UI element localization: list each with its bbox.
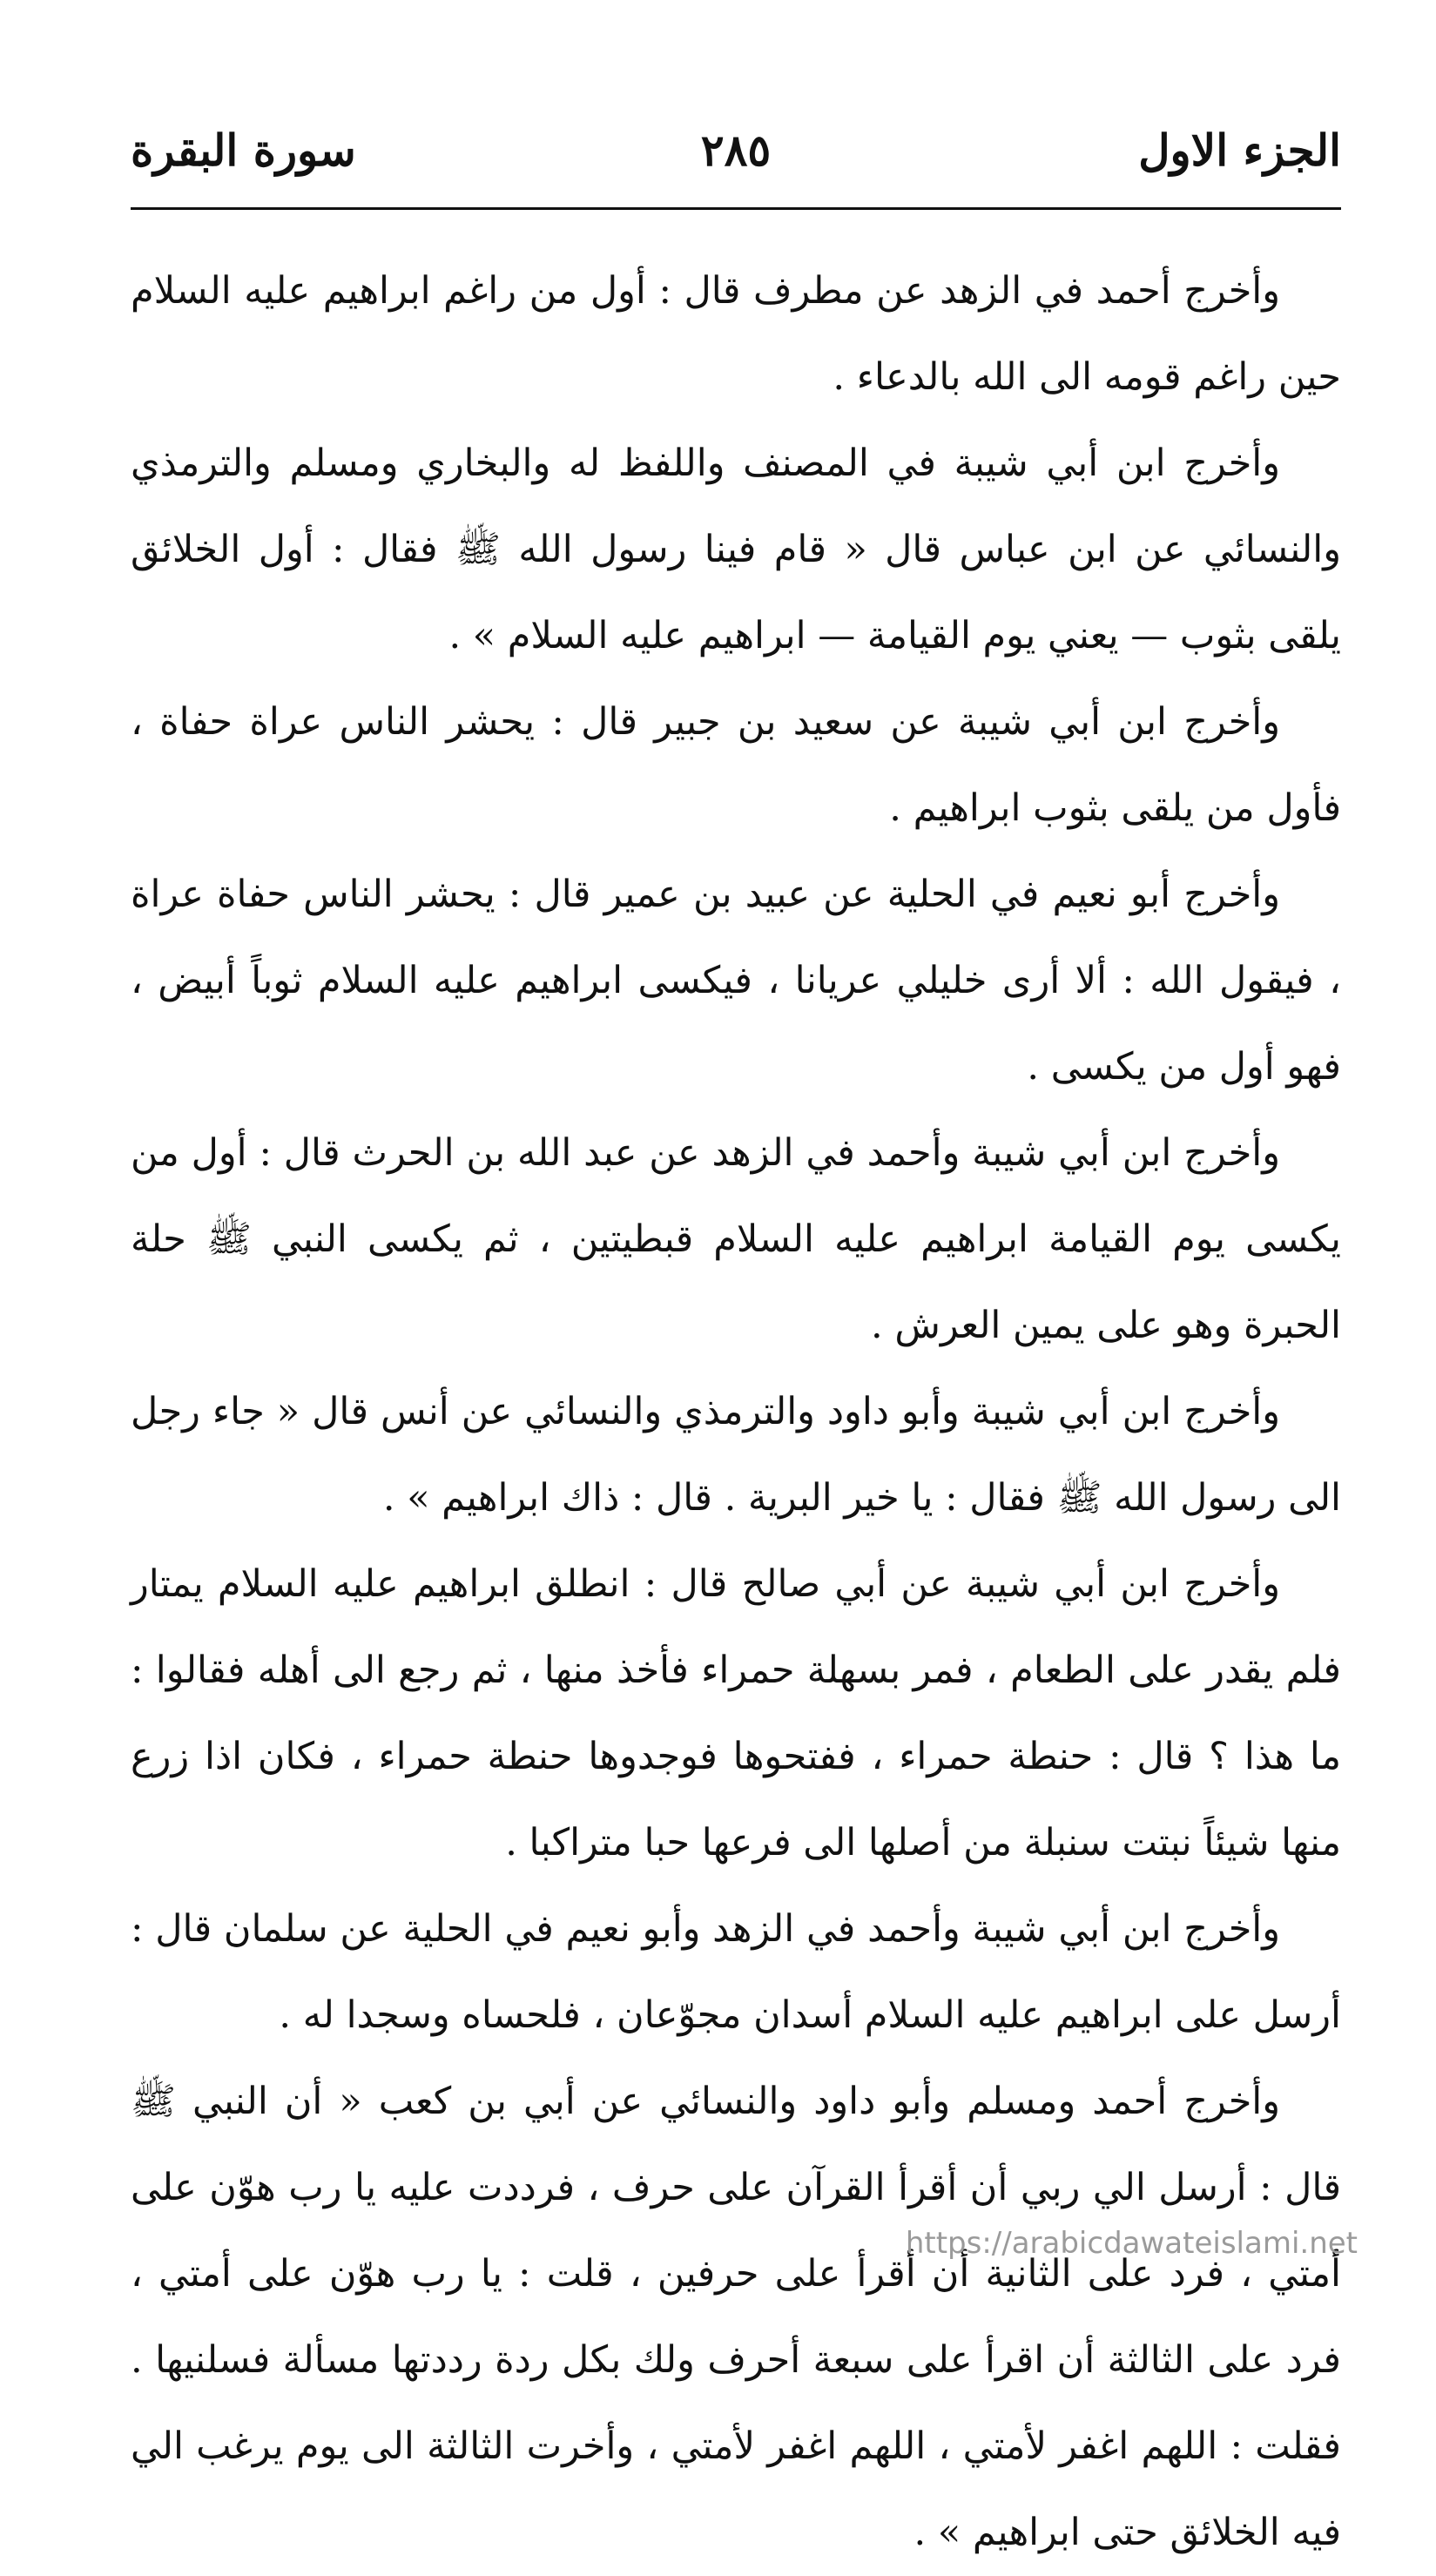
page-number: ٢٨٥ [700, 125, 772, 176]
surah-title: سورة البقرة [131, 125, 356, 176]
paragraph: وأخرج أحمد ومسلم وأبو داود والنسائي عن أبي بن كعب « أن النبي ﷺ قال : أرسل الي ربي أن أقرأ القرآن على حرف ، فرددت عليه يا رب هوّن على أمتي ، فرد على الثانية أن أقرأ على حرفين ، قلت : يا رب هوّن على أمتي ، فرد على الثالثة أن اقرأ على سبعة أحرف ولك بكل ردة رددتها مسألة فسلنيها . فقلت : اللهم اغفر لأمتي ، اللهم اغفر لأمتي ، وأخرت الثالثة الى يوم يرغب الي فيه الخلائق حتى ابراهيم » . [131, 2080, 1341, 2554]
paragraph: وأخرج ابن أبي شيبة في المصنف واللفظ له والبخاري ومسلم والترمذي والنسائي عن ابن عباس قال « قام فينا رسول الله ﷺ فقال : أول الخلائق يلقى بثوب — يعني يوم القيامة — ابراهيم عليه السلام » . [131, 442, 1341, 657]
paragraph: وأخرج ابن أبي شيبة عن سعيد بن جبير قال : يحشر الناس عراة حفاة ، فأول من يلقى بثوب ابراهيم . [131, 700, 1341, 830]
paragraph: وأخرج أبو نعيم في الحلية عن عبيد بن عمير قال : يحشر الناس حفاة عراة ، فيقول الله : ألا أرى خليلي عريانا ، فيكسى ابراهيم عليه السلام ثوباً أبيض ، فهو أول من يكسى . [131, 873, 1341, 1089]
paragraph: وأخرج ابن أبي شيبة وأبو داود والترمذي والنسائي عن أنس قال « جاء رجل الى رسول الله ﷺ فقال : يا خير البرية . قال : ذاك ابراهيم » . [131, 1390, 1341, 1520]
page-header [131, 120, 1341, 181]
volume-title: الجزء الاول [1138, 125, 1341, 176]
paragraph: وأخرج ابن أبي شيبة وأحمد في الزهد عن عبد الله بن الحرث قال : أول من يكسى يوم القيامة ابراهيم عليه السلام قبطيتين ، ثم يكسى النبي ﷺ حلة الحبرة وهو على يمين العرش . [131, 1131, 1341, 1347]
paragraph: وأخرج ابن أبي شيبة عن أبي صالح قال : انطلق ابراهيم عليه السلام يمتار فلم يقدر على الطعام ، فمر بسهلة حمراء فأخذ منها ، ثم رجع الى أهله فقالوا : ما هذا ؟ قال : حنطة حمراء ، ففتحوها فوجدوها حنطة حمراء ، فكان اذا زرع منها شيئاً نبتت سنبلة من أصلها الى فرعها حبا متراكبا . [131, 1562, 1341, 1865]
paragraph: وأخرج ابن أبي شيبة وأحمد في الزهد وأبو نعيم في الحلية عن سلمان قال : أرسل على ابراهيم عليه السلام أسدان مجوّعان ، فلحساه وسجدا له . [131, 1907, 1341, 2037]
watermark-url: https://arabicdawateislami.net [905, 2226, 1358, 2261]
paragraph: وأخرج أحمد في الزهد عن مطرف قال : أول من راغم ابراهيم عليه السلام حين راغم قومه الى الله بالدعاء . [131, 269, 1341, 399]
header-rule [131, 207, 1341, 210]
